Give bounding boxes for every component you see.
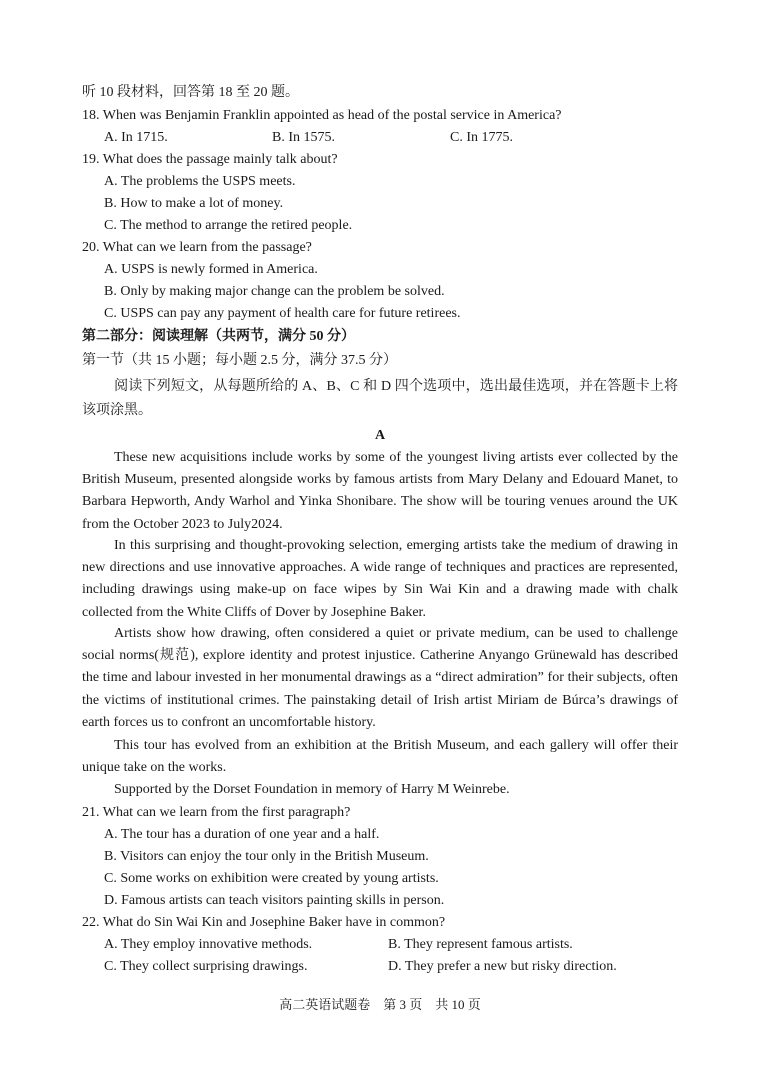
question-21-option-d: D. Famous artists can teach visitors painting skills in person. [104,893,445,908]
question-18-option-c: C. In 1775. [450,130,513,145]
paragraph-2 [82,535,678,624]
question-21-stem: 21. What can we learn from the first paragraph? [82,805,351,820]
question-20-option-b: B. Only by making major change can the problem be solved. [104,284,445,299]
question-19-option-a: A. The problems the USPS meets. [104,174,296,189]
paragraph-5-text: Supported by the Dorset Foundation in memory of Harry M Weinrebe. [114,782,510,797]
paragraph-3 [82,623,678,734]
question-19-stem: 19. What does the passage mainly talk about? [82,152,338,167]
page-footer: 高二英语试题卷 第 3 页 共 10 页 [279,997,481,1012]
paragraph-3-text: Artists show how drawing, often considered a quiet or private medium, can be used to challenge social norms(规范), explore identity and protest injustice. Catherine Anyango Grünewald has described the time and labour invested in her monumental drawings as a “direct admiration” for their subjects, often the victims of institutional crimes. The painstaking detail of Irish artist Miriam de Búrca’s drawings of earth forces us to confront an uncomfortable history. [82,626,678,730]
listening-intro: 听 10 段材料，回答第 18 至 20 题。 [82,85,299,100]
question-22-option-c: C. They collect surprising drawings. [104,959,308,974]
question-20-option-a: A. USPS is newly formed in America. [104,262,318,277]
question-22-option-d: D. They prefer a new but risky direction. [388,959,617,974]
question-22-option-b: B. They represent famous artists. [388,937,573,952]
section1-heading: 第一节（共 15 小题；每小题 2.5 分，满分 37.5 分） [82,353,397,368]
question-18-option-a: A. In 1715. [104,130,168,145]
reading-instructions-text: 阅读下列短文，从每题所给的 A、B、C 和 D 四个选项中，选出最佳选项，并在答题卡上将该项涂黑。 [82,379,678,418]
paragraph-1-text: These new acquisitions include works by some of the youngest living artists ever collected by the British Museum, presented alongside works by famous artists from Mary Delany and Edouard Manet, to Barbara Hepworth, Andy Warhol and Yinka Shonibare. The show will be touring venues around the UK from the October 2023 to July2024. [82,450,678,532]
question-21-option-b: B. Visitors can enjoy the tour only in the British Museum. [104,849,429,864]
question-22-option-a: A. They employ innovative methods. [104,937,313,952]
paragraph-4 [82,735,678,779]
paragraph-2-text: In this surprising and thought-provoking selection, emerging artists take the medium of drawing in new directions and use innovative approaches. A wide range of techniques and practices are represented, including drawings using make-up on face wipes by Sin Wai Kin and a drawing made with chalk collected from the White Cliffs of Dover by Josephine Baker. [82,538,678,620]
part2-heading: 第二部分：阅读理解（共两节，满分 50 分） [82,329,355,344]
paragraph-4-text: This tour has evolved from an exhibition at the British Museum, and each gallery will offer their unique take on the works. [82,738,678,776]
question-18-option-b: B. In 1575. [272,130,335,145]
question-22-stem: 22. What do Sin Wai Kin and Josephine Baker have in common? [82,915,446,930]
paragraph-5 [82,779,678,801]
question-19-option-c: C. The method to arrange the retired people. [104,218,353,233]
question-21-option-a: A. The tour has a duration of one year and a half. [104,827,380,842]
reading-instructions [82,375,678,423]
question-21-option-c: C. Some works on exhibition were created by young artists. [104,871,439,886]
question-20-stem: 20. What can we learn from the passage? [82,240,312,255]
question-19-option-b: B. How to make a lot of money. [104,196,284,211]
question-18-stem: 18. When was Benjamin Franklin appointed as head of the postal service in America? [82,108,562,123]
paragraph-1 [82,447,678,536]
passage-title: A [374,428,386,443]
question-20-option-c: C. USPS can pay any payment of health care for future retirees. [104,306,461,321]
